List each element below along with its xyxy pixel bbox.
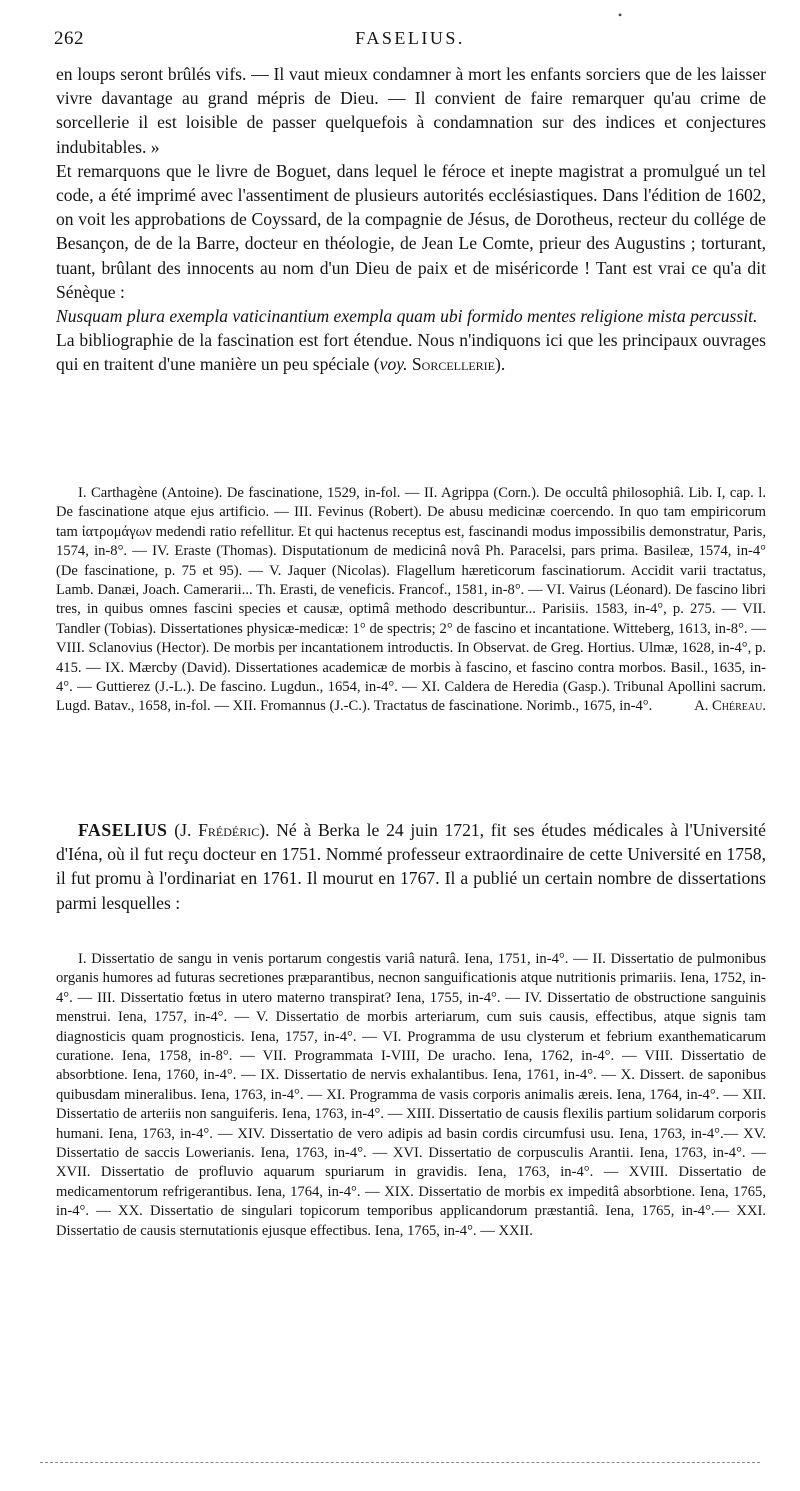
latin-quote: Nusquam plura exempla vaticinantium exempla quam ubi formido mentes religione mista percussit. [56,306,758,327]
bibliography-faselius [56,950,766,1241]
bibliography-fascination-text [56,484,766,717]
running-head: FASELIUS. [355,28,465,48]
page-number: 262 [54,28,84,49]
author-signature: A. Chéreau. [694,698,766,715]
bibliography-fascination [56,484,766,717]
footer-rule [40,1462,760,1464]
bibliography-fascination-entries: I. Carthagène (Antoine). De fascinatione, 1529, in-fol. — II. Agrippa (Corn.). De occultâ philosophiâ. Lib. I, cap. l. De fascinatione atque ejus artificio. — III. Fevinus (Robert). De abusu medicinæ coercendo. In quo tam empiricorum tam ἰατρομάγων medendi ratio refellitur. Et qui hactenus receptus est, fascinandi modus impossibilis demonstratur, Paris, 1574, in-8°. — IV. Eraste (Thomas). Disputationum de medicinâ novâ Ph. Paracelsi, pars prima. Basileæ, 1574, in-4° (De fascinatione, p. 75 et 95). — V. Jaquer (Nicolas). Flagellum hæreticorum fascinatiorum. Accidit varii tractatus, Lamb. Danæi, Joach. Camerarii... Th. Erasti, de veneficis. Francof., 1581, in-8°. — VI. Vairus (Léonard). De fascino libri tres, in quibus omnes fascini species et causæ, optimâ methodo describuntur... Parisiis. 1583, in-4°, p. 275. — VII. Tandler (Tobias). Dissertationes physicæ-medicæ: 1° de spectris; 2° de fascino et incantatione. Witteberg, 1613, in-8°. — VIII. Sclanovius (Hector). De morbis per incantationem introductis. In Observat. de Greg. Hortius. Ulmæ, 1628, in-4°, p. 415. — IX. Mærcby (David). Dissertationes academicæ de morbis à fascino, et fascino contra morbos. Basil., 1635, in-4°. — Guttierez (J.-L.). De fascino. Lugdun., 1654, in-4°. — XI. Caldera de Heredia (Gasp.). Tribunal Apollini sacrum. Lugd. Batav., 1658, in-fol. — XII. Fromannus (J.-C.). Tractatus de fascinatione. Norimb., 1675, in-4°. [56,485,766,715]
bibliography-intro-text: La bibliographie de la fascination est fort étendue. Nous n'indiquons ici que les principaux ouvrages qui en traitent d'une manière un peu spéciale ( [56,330,766,375]
page-mark: • [618,8,623,22]
paragraph-boguet: Et remarquons que le livre de Boguet, dans lequel le féroce et inepte magistrat a promulgué un tel code, a été imprimé avec l'assentiment de plusieurs autorités ecclésiastiques. Dans l'édition de 1602, on voit les approbations de Coyssard, de la compagnie de Jésus, de Dorotheus, recteur du collége de Besançon, de de la Barre, docteur en théologie, de Jean Le Comte, prieur des Augustins ; torturant, tuant, brûlant des innocents au nom d'un Dieu de paix et de miséricorde ! Tant est vrai ce qu'a dit Sénèque : [56,160,766,302]
sorcellerie-ref: Sorcellerie [411,354,495,375]
entry-body: Né à Berka le 24 juin 1721, fit ses études médicales à l'Université d'Iéna, où il fut reçu docteur en 1751. Nommé professeur extraordinaire de cette Université en 1758, il fut promu à l'ordinariat en 1761. Il mourut en 1767. Il a publié un certain nombre de dissertations parmi lesquelles : [56,820,766,913]
faselius-entry [56,818,766,915]
bibliography-faselius-text: I. Dissertatio de sangu in venis portarum congestis variâ naturâ. Iena, 1751, in-4°. — II. Dissertatio de pulmonibus organis humores ad futuras secretiones præparantibus, necnon sanguificationis atque nutritionis primariis. Iena, 1752, in-4°. — III. Dissertatio fœtus in utero materno transpirat? Iena, 1755, in-4°. — IV. Dissertatio de obstructione sanguinis menstrui. Iena, 1757, in-4°. — V. Dissertatio de morbis arteriarum, cum suis causis, effectibus, atque signis tam diagnosticis quam prognosticis. Iena, 1757, in-4°. — VI. Programma de usu clysterum et febrium exanthematicarum curatione. Iena, 1758, in-8°. — VII. Programmata I-VIII, De uracho. Iena, 1762, in-4°. — VIII. Dissertatio de absorbtione. Iena, 1760, in-4°. — IX. Dissertatio de nervis exhalantibus. Iena, 1761, in-4°. — X. Dissert. de saponibus quibusdam mineralibus. Iena, 1763, in-4°. — XI. Programma de vasis corporis animalis æreis. Iena, 1764, in-4°. — XII. Dissertatio de arteriis non sanguiferis. Iena, 1763, in-4°. — XIII. Dissertatio de causis flexilis partium solidarum corporis humani. Iena, 1763, in-4°. — XIV. Dissertatio de vero adipis ad basin cordis circumfusi usu. Iena, 1763, in-4°.— XV. Dissertatio de saccis Lowerianis. Iena, 1763, in-4°. — XVI. Dissertatio de corpusculis Arantii. Iena, 1763, in-4°. — XVII. Dissertatio de profluvio aquarum spuriarum in gravidis. Iena, 1763, in-4°. — XVIII. Dissertatio de medicamentorum refrigerantibus. Iena, 1764, in-4°. — XIX. Dissertatio de morbis ex impeditâ absorbtione. Iena, 1765, in-4°. — XX. Dissertatio de singulari topicorum temporibus applicandorum præstantiâ. Iena, 1765, in-4°.— XXI. Dissertatio de causis sternutationis ejusque effectibus. Iena, 1765, in-4°. — XXII. [56,951,766,1239]
entry-name: (J. Frédéric). [174,820,270,840]
page-header [54,28,766,54]
body-upper [56,62,766,377]
body-lower [56,818,766,915]
paragraph-bibliography-intro [56,328,766,376]
voy-abbrev: voy. [379,354,408,375]
entry-headword: FASELIUS [78,820,168,840]
paragraph-continuation: en loups seront brûlés vifs. — Il vaut mieux condamner à mort les enfants sorciers que de les laisser vivre davantage au grand mépris de Dieu. — Il convient de faire remarquer qu'au crime de sorcellerie il est loisible de passer quelquefois à condamnation sur des indices et conjectures indubitables. » [56,64,766,157]
close-paren: ). [495,354,506,375]
